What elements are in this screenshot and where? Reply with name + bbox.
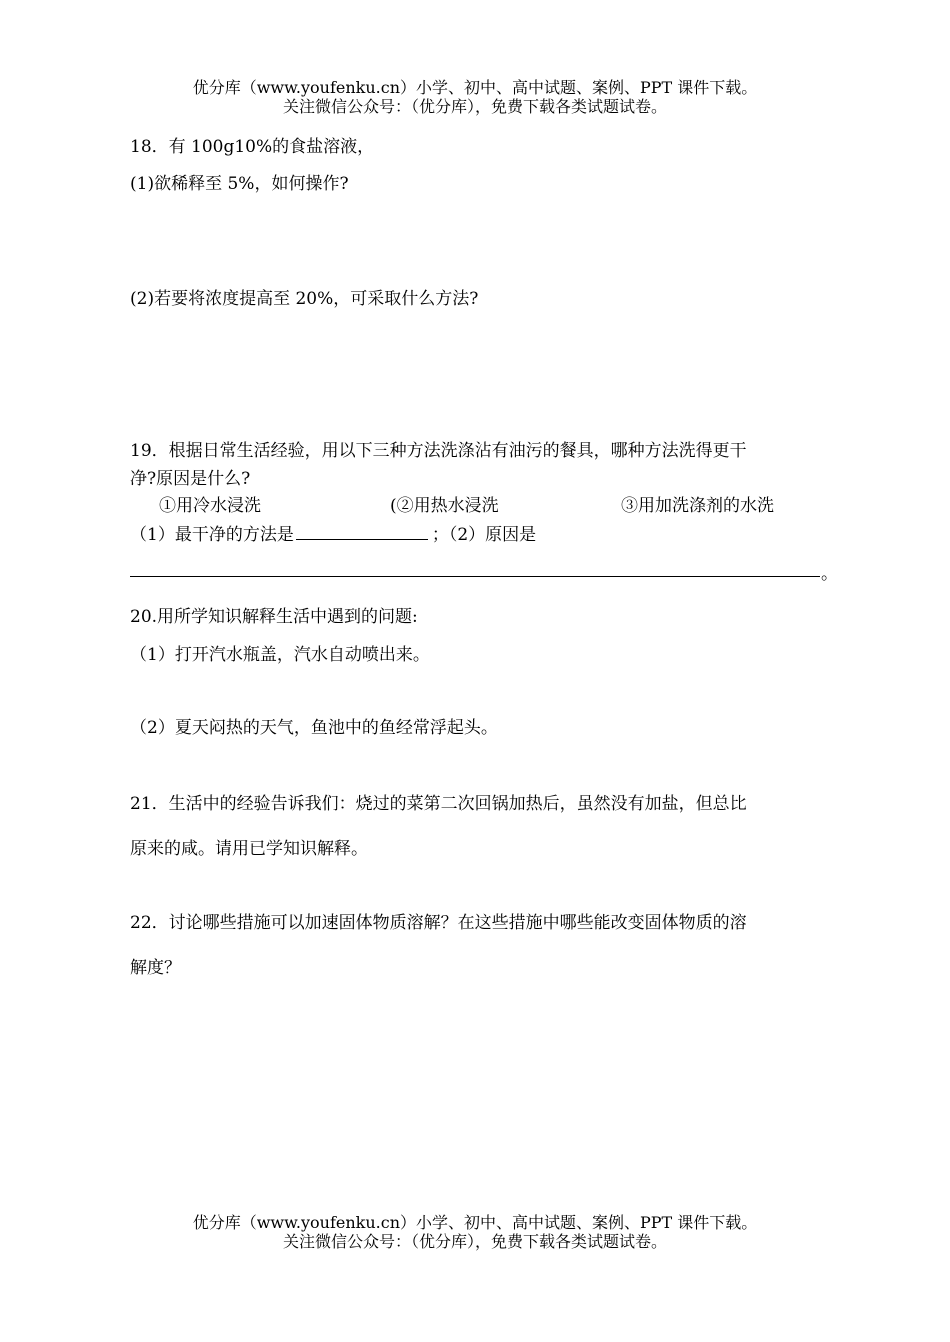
page-footer-line2: 关注微信公众号：（优分库），免费下载各类试题试卷。 [282, 1232, 667, 1251]
question-19-line2: 净?原因是什么? [130, 469, 251, 489]
page-header-line2: 关注微信公众号：（优分库），免费下载各类试题试卷。 [282, 97, 667, 116]
answer-middle: ；（2）原因是 [431, 525, 537, 545]
question-18-part1: (1)欲稀释至 5%，如何操作? [130, 174, 349, 194]
answer-prefix: （1）最干净的方法是 [130, 525, 294, 545]
question-21-line2: 原来的咸。请用已学知识解释。 [130, 839, 368, 859]
question-19-answer-row [130, 523, 536, 547]
question-20-title: 20.用所学知识解释生活中遇到的问题: [130, 607, 418, 627]
question-19-option2: (②用热水浸洗 [390, 496, 499, 516]
question-22-line1: 22．讨论哪些措施可以加速固体物质溶解？在这些措施中哪些能改变固体物质的溶 [130, 913, 747, 933]
question-20-part1: （1）打开汽水瓶盖，汽水自动喷出来。 [130, 645, 430, 665]
page-footer-line1: 优分库（www.youfenku.cn）小学、初中、高中试题、案例、PPT 课件下载。 [192, 1213, 758, 1232]
question-22-line2: 解度？ [130, 958, 181, 978]
question-19-line1: 19．根据日常生活经验，用以下三种方法洗涤沾有油污的餐具，哪种方法洗得更干 [130, 441, 747, 461]
reason-line-end: 。 [821, 564, 838, 584]
question-20-part2: （2）夏天闷热的天气，鱼池中的鱼经常浮起头。 [130, 718, 498, 738]
reason-answer-line[interactable] [130, 576, 820, 577]
question-21-line1: 21．生活中的经验告诉我们：烧过的菜第二次回锅加热后，虽然没有加盐，但总比 [130, 794, 747, 814]
question-18-title: 18．有 100g10%的食盐溶液， [130, 137, 375, 157]
question-19-option1: ①用冷水浸洗 [159, 496, 261, 516]
question-18-part2: (2)若要将浓度提高至 20%，可采取什么方法? [130, 289, 479, 309]
question-19-option3: ③用加洗涤剂的水洗 [621, 496, 774, 516]
page-header-line1: 优分库（www.youfenku.cn）小学、初中、高中试题、案例、PPT 课件下载。 [192, 78, 758, 97]
answer-blank[interactable] [296, 525, 428, 540]
